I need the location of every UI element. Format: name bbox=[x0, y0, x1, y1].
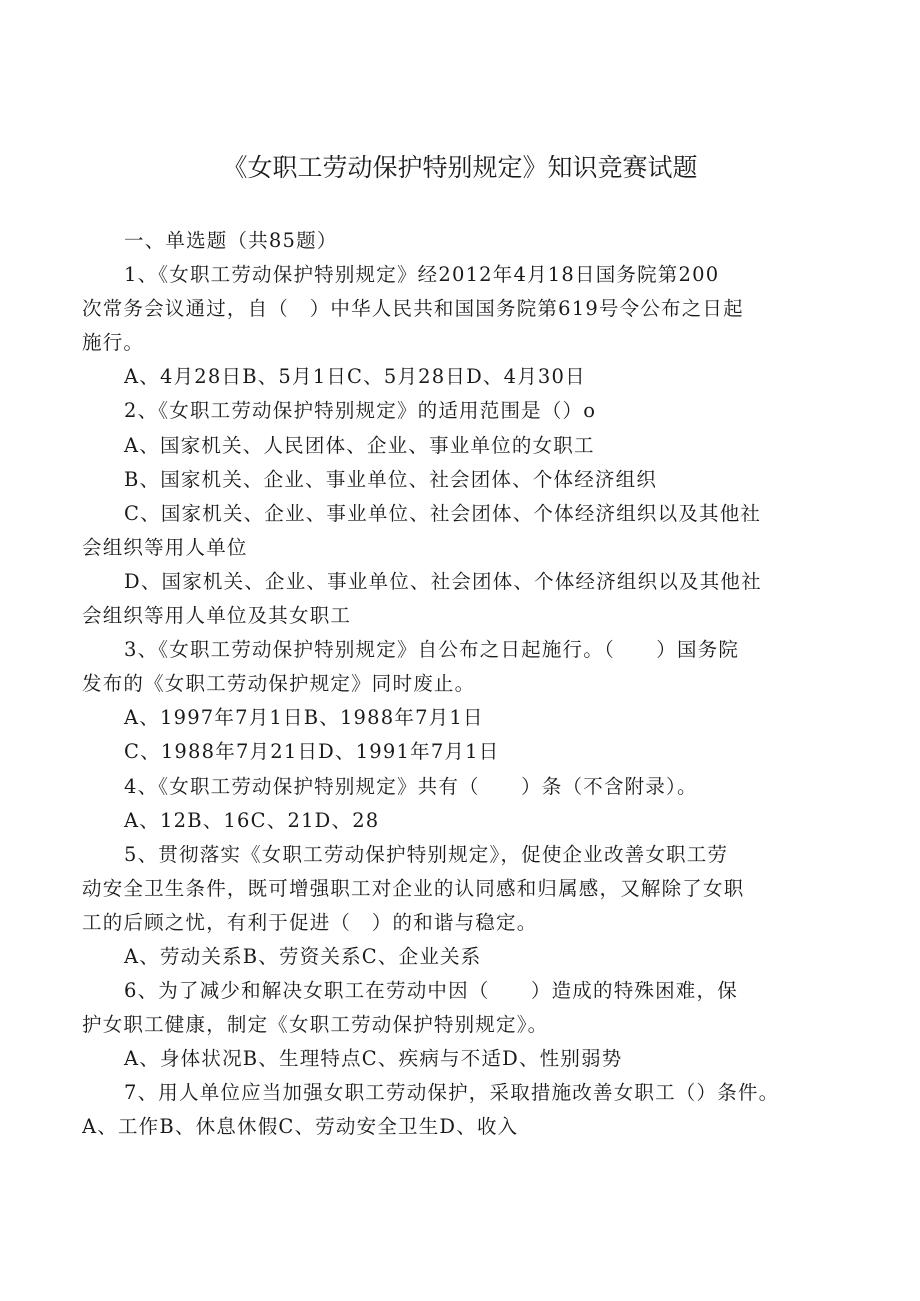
question-1-options: A、4月28日B、5月1日C、5月28日D、4月30日 bbox=[124, 365, 586, 389]
question-5-line-1: 5、贯彻落实《女职工劳动保护特别规定》，促使企业改善女职工劳 bbox=[124, 842, 729, 866]
section-heading: 一、单选题（共85题） bbox=[124, 229, 338, 252]
question-2-option-d-line-1: D、国家机关、企业、事业单位、社会团体、个体经济组织以及其他社 bbox=[124, 569, 762, 593]
question-5-line-3: 工的后顾之忧，有利于促进（ ）的和谐与稳定。 bbox=[82, 910, 538, 934]
question-1-line-1: 1、《女职工劳动保护特别规定》经2012年4月18日国务院第200 bbox=[124, 263, 720, 287]
question-6-line-2: 护女职工健康，制定《女职工劳动保护特别规定》。 bbox=[82, 1013, 549, 1037]
question-4-line-1: 4、《女职工劳动保护特别规定》共有（ ）条（不含附录）。 bbox=[124, 774, 698, 798]
question-3-line-2: 发布的《女职工劳动保护规定》同时废止。 bbox=[82, 672, 476, 696]
question-7-line-1: 7、用人单位应当加强女职工劳动保护，采取措施改善女职工（）条件。 bbox=[124, 1081, 780, 1105]
question-2-option-a: A、国家机关、人民团体、企业、事业单位的女职工 bbox=[124, 433, 595, 457]
question-2-option-c-line-1: C、国家机关、企业、事业单位、社会团体、个体经济组织以及其他社 bbox=[124, 501, 762, 525]
question-2-option-c-line-2: 会组织等用人单位 bbox=[82, 535, 248, 559]
question-3-options-line-1: A、1997年7月1日B、1988年7月1日 bbox=[124, 706, 484, 730]
question-2-line-1: 2、《女职工劳动保护特别规定》的适用范围是（）o bbox=[124, 399, 597, 423]
question-2-option-b: B、国家机关、企业、事业单位、社会团体、个体经济组织 bbox=[124, 467, 658, 491]
question-3-options-line-2: C、1988年7月21日D、1991年7月1日 bbox=[124, 740, 500, 764]
document-body bbox=[82, 224, 838, 1145]
question-5-line-2: 动安全卫生条件，既可增强职工对企业的认同感和归属感，又解除了女职 bbox=[82, 876, 745, 900]
question-6-line-1: 6、为了减少和解决女职工在劳动中因（ ）造成的特殊困难，保 bbox=[124, 979, 738, 1003]
question-1-line-3: 施行。 bbox=[82, 331, 145, 355]
question-7-options: A、工作B、休息休假C、劳动安全卫生D、收入 bbox=[82, 1115, 519, 1139]
question-3-line-1: 3、《女职工劳动保护特别规定》自公布之日起施行。（ ）国务院 bbox=[124, 638, 740, 662]
question-1-line-2: 次常务会议通过，自（ ）中华人民共和国国务院第619号令公布之日起 bbox=[82, 297, 744, 321]
document-title: 《女职工劳动保护特别规定》知识竞赛试题 bbox=[222, 153, 698, 182]
question-6-options: A、身体状况B、生理特点C、疾病与不适D、性别弱势 bbox=[124, 1047, 623, 1071]
question-2-option-d-line-2: 会组织等用人单位及其女职工 bbox=[82, 604, 352, 628]
question-4-options: A、12B、16C、21D、28 bbox=[124, 808, 380, 832]
question-5-options: A、劳动关系B、劳资关系C、企业关系 bbox=[124, 944, 482, 968]
